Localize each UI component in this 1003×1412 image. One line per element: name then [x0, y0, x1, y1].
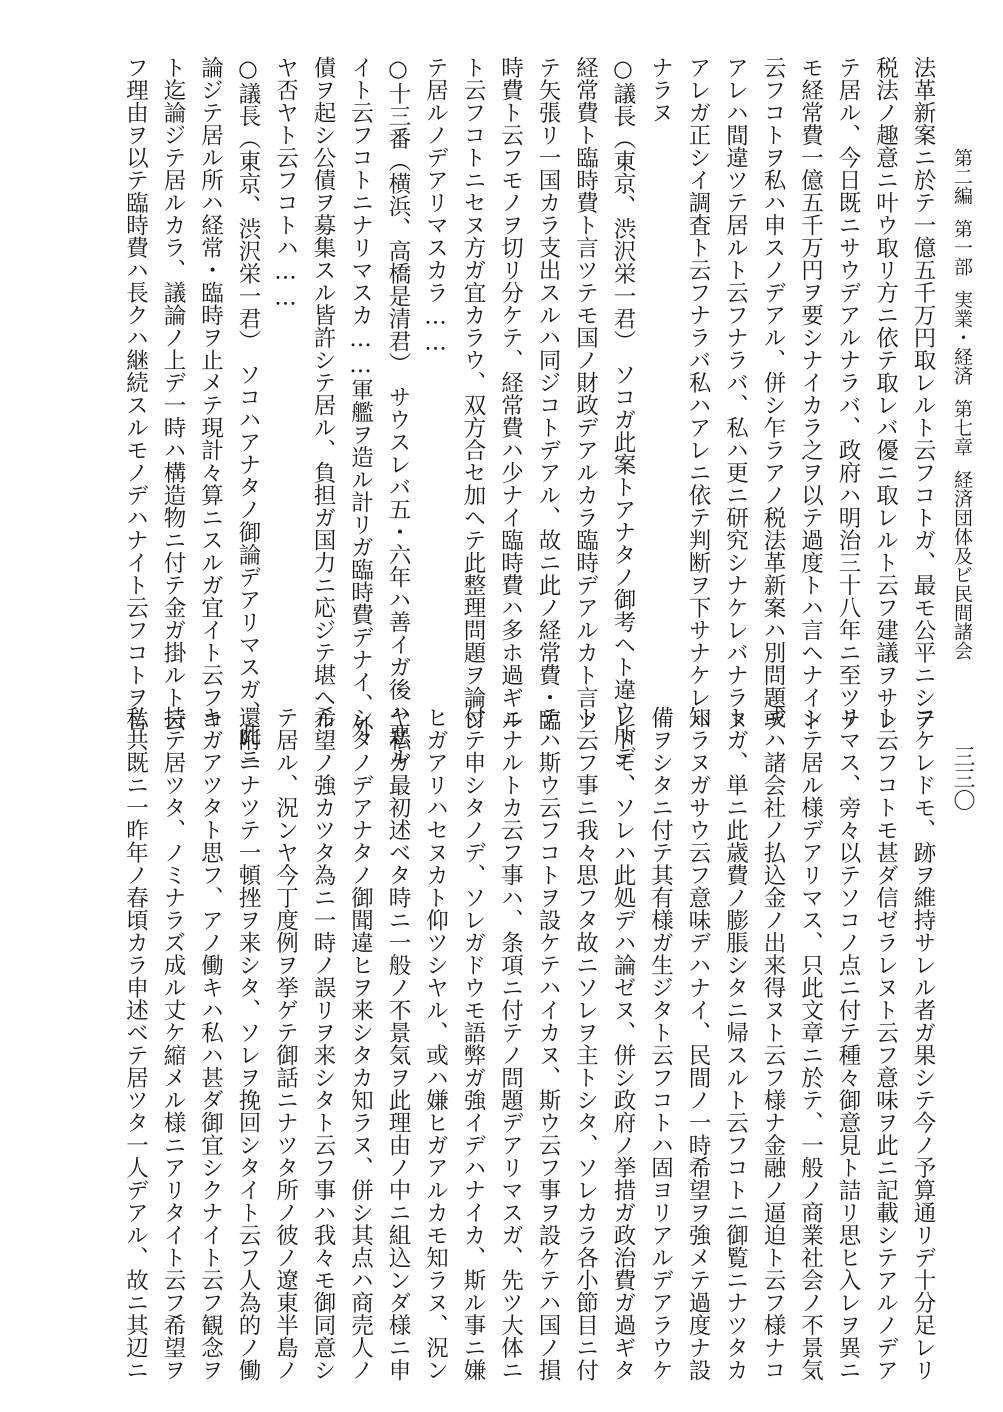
header-chapter: 第七章	[951, 399, 973, 456]
text-line: ○議長（東京、渋沢栄一君） ソコハアナタノ御論デアリマスガ、此ニ	[235, 56, 261, 769]
text-line: テハ斯ウ云フコトヲ設ケテハイカヌ、斯ウ云フ事ヲ設ケテハ国ノ損	[535, 706, 561, 1381]
text-line: 或ハ諸会社ノ払込金ノ出来得ヌト云フ様ナ金融ノ逼迫ト云フ様ナコ	[760, 706, 786, 1381]
text-line: テ居ル、今日既ニサウデアルナラバ、政府ハ明治三十八年ニ至ツテ	[835, 56, 861, 731]
text-line: シタノデアナタノ御聞違ヒヲ来シタカ知ラヌ、併シ其点ハ商売人ノ	[347, 706, 374, 1381]
text-line: ○議長（東京、渋沢栄一君） ソコガ此案トアナタノ御考ヘト違ウ所デ	[610, 56, 636, 769]
header-section-title: 実業・経済	[951, 290, 973, 385]
running-header	[947, 148, 977, 708]
text-line: モ経常費一億五千万円ヲ要シナイカラ之ヲ以テ過度トハ言ヘナイト	[797, 56, 824, 731]
text-line: テ居ルノデアリマスカラ……	[422, 56, 449, 356]
header-section: 第一部	[951, 219, 973, 276]
text-line: ナラヌ	[647, 56, 674, 124]
text-line: 税法ノ趣意ニ叶ウ取リ方ニ依テ取レバ優ニ取レルト云フ建議ヲサレ	[872, 56, 899, 731]
text-line: 債ヲ起シ公債ヲ募集スル皆許シテ居ル、負担ガ国力ニ応ジテ堪ヘル	[310, 56, 336, 731]
text-line: 云フコトヲ私ハ申スノデアル、併シ乍ラアノ税法革新案ハ別問題デ	[760, 56, 786, 731]
text-line: ト云フ事ニ我々思フタ故ニソレヲ主トシタ、ソレカラ各小節目ニ付	[572, 706, 599, 1381]
text-line: イト云フコトニナリマスカ……軍艦ヲ造ル計リガ臨時費デナイ、外	[347, 56, 374, 738]
text-line: ト云フコトニセヌ方ガ宜カラウ、双方合セ加ヘテ此整理問題ヲ論ジ	[460, 56, 486, 731]
text-line: リマス、旁々以テソコノ点ニ付テ種々御意見ト詰リ思ヒ入レヲ異ニ	[835, 706, 861, 1381]
text-line: テ居ル、況ンヤ今丁度例ヲ挙ゲテ御話ニナツタ所ノ彼ノ遼東半島ノ	[272, 706, 299, 1381]
text-line: トガ、単ニ此歳費ノ膨脹シタニ帰スルト云フコトニ御覧ニナツタカ	[722, 706, 749, 1381]
text-line: 経常費ト臨時費ト言ツテモ国ノ財政デアルカラ臨時デアルカト言ツ	[572, 56, 599, 731]
text-line: 備ヲシタニ付テ其有様ガ生ジタト云フコトハ固ヨリアルデアラウケ	[647, 706, 674, 1381]
text-line: ト迄論ジテ居ルカラ、議論ノ上デ一時ハ構造物ニ付テ金ガ掛ルト云	[160, 56, 186, 731]
text-line: ○十三番（横浜、高橋是清君） サウスレバ五・六年ハ善イガ後ハ悪ル	[385, 56, 411, 769]
text-line: 付テ申シタノデ、ソレガドウモ語弊ガ強イデハナイカ、斯ル事ニ嫌	[460, 706, 486, 1381]
text-line: 法革新案ニ於テ一億五千万円取レルト云フコトガ、最モ公平ニシテ	[910, 56, 936, 731]
text-line: フ理由ヲ以テ臨時費ハ長クハ継続スルモノデハナイト云フコトヲ言	[122, 56, 149, 731]
text-line: 還附ニナツテ一頓挫ヲ来シタ、ソレヲ挽回シタイト云フ人為的ノ働	[235, 706, 261, 1381]
text-line: 持テ居ツタ、ノミナラズ成ル丈ケ縮メル様ニアリタイト云フ希望ヲ	[160, 706, 186, 1381]
upper-text-block	[116, 56, 941, 769]
text-line: シテ居ル様デアリマス、只此文章ニ於テ、一般ノ商業社会ノ不景気	[797, 706, 824, 1381]
text-line: 知ラヌガサウ云フ意味デハナイ、民間ノ一時希望ヲ強メテ過度ナ設	[685, 706, 711, 1381]
text-line: アレハ間違ツテ居ルト云フナラバ、私ハ更ニ研究シナケレバナラヌ	[722, 56, 749, 731]
lower-text-block	[116, 706, 941, 1381]
header-chapter-title: 経済団体及ビ民間諸会	[951, 470, 973, 660]
text-line: ト云フコトモ甚ダ信ゼラレヌト云フ意味ヲ此ニ記載シテアルノデア	[872, 706, 899, 1381]
text-line: 私共既ニ一昨年ノ春頃カラ申述ベテ居ツタ一人デアル、故ニ其辺ニ	[122, 706, 149, 1381]
text-line: 希望ノ強カツタ為ニ一時ノ誤リヲ来シタト云フ事ハ我々モ御同意シ	[310, 706, 336, 1381]
header-part: 第二編	[951, 148, 973, 205]
page-number: 三三〇	[950, 745, 975, 811]
text-line: ヤ私ガ最初述ベタ時ニ一般ノ不景気ヲ此理由ノ中ニ組込ンダ様ニ申	[385, 706, 411, 1381]
text-line: ニナルトカ云フ事ハ、条項ニ付テノ問題デアリマスガ、先ツ大体ニ	[497, 706, 524, 1381]
text-line: ヒガアリハセヌカト仰ツシヤル、或ハ嫌ヒガアルカモ知ラヌ、況ン	[422, 706, 449, 1381]
text-line: ヤ否ヤト云フコトハ……	[272, 56, 299, 311]
text-line: キガアツタト思フ、アノ働キハ私ハ甚ダ御宜シクナイト云フ観念ヲ	[197, 706, 224, 1381]
text-line: 時費ト云フモノヲ切リ分ケテ、経常費ハ少ナイ臨時費ハ多ホ過ギル	[497, 56, 524, 731]
text-line: テ矢張リ一国カラ支出スルハ同ジコトデアル、故ニ此ノ経常費・臨	[535, 56, 561, 731]
text-line: レドモ、ソレハ此処デハ論ゼヌ、併シ政府ノ挙措ガ政治費ガ過ギタ	[610, 706, 636, 1381]
text-line: フケレドモ、跡ヲ維持サレル者ガ果シテ今ノ予算通リデ十分足レリ	[910, 706, 936, 1381]
text-line: 論ジテ居ル所ハ経常・臨時ヲ止メテ現計々算ニスルガ宜イト云フコ	[197, 56, 224, 731]
text-line: アレガ正シイ調査ト云フナラバ私ハアレニ依テ判断ヲ下サナケレバ	[685, 56, 711, 731]
